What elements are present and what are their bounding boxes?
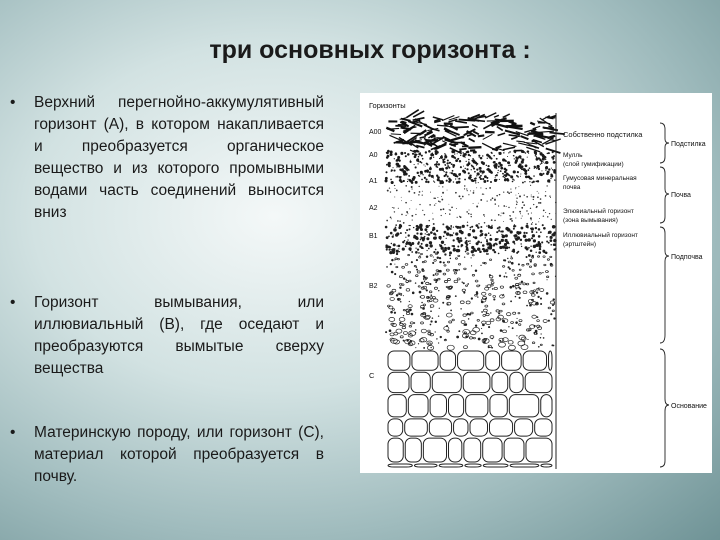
horizon-code-b2: B2 — [369, 283, 378, 290]
bullet-marker: • — [10, 94, 16, 111]
layer-label-eluvial: Элювиальный горизонт — [563, 208, 634, 215]
layer-label-mull: Мулль — [563, 152, 583, 159]
horizon-code-a2: A2 — [369, 205, 378, 212]
bullet-marker: • — [10, 424, 16, 441]
bullet-text: Горизонт вымывания, или иллювиальный (В), где оседают и преобразуются вымытые сверху вещества — [34, 294, 324, 377]
horizon-code-c: C — [369, 371, 375, 380]
layer-label-eluvial-sub: (зона вымывания) — [563, 217, 618, 224]
horizon-code-b1: B1 — [369, 233, 378, 240]
brace-subsoil — [660, 227, 669, 343]
soil-profile-svg — [360, 93, 712, 473]
layer-label-humus: Гумусовая минеральная — [563, 175, 637, 182]
bullet-text: Материнскую породу, или горизонт (С), материал которой преобразуется в почву. — [34, 424, 324, 485]
layer-label-litter: Собственно подстилка — [563, 130, 643, 139]
layer-label-illuvial: Иллювиальный горизонт — [563, 232, 638, 239]
brace-bedrock — [660, 349, 669, 467]
layer-label-illuvial-sub: (эртштейн) — [563, 241, 597, 248]
column-header: Горизонты — [369, 101, 406, 110]
bullet-text: Верхний перегнойно-аккумулятивный горизонт (А), в котором накапливается и преобразуется органическое вещество и из которого промывными водами часть соединений выносится вниз — [34, 94, 324, 221]
horizon-code-a1: A1 — [369, 178, 378, 185]
slide-title: три основных горизонта : — [209, 36, 531, 64]
soil-profile-figure — [360, 93, 712, 473]
horizon-code-a00: A00 — [369, 129, 382, 136]
brace-soil — [660, 167, 669, 223]
group-label-subsoil: Подпочва — [671, 254, 703, 261]
group-label-litter: Подстилка — [671, 141, 706, 148]
group-label-bedrock: Основание — [671, 403, 707, 410]
layer-label-humus-sub: почва — [563, 184, 581, 191]
group-label-soil: Почва — [671, 192, 691, 199]
bullet-marker: • — [10, 294, 16, 311]
horizon-code-a0: A0 — [369, 152, 378, 159]
layer-label-mull-sub: (слой гумификации) — [563, 161, 624, 168]
brace-litter — [660, 123, 669, 163]
